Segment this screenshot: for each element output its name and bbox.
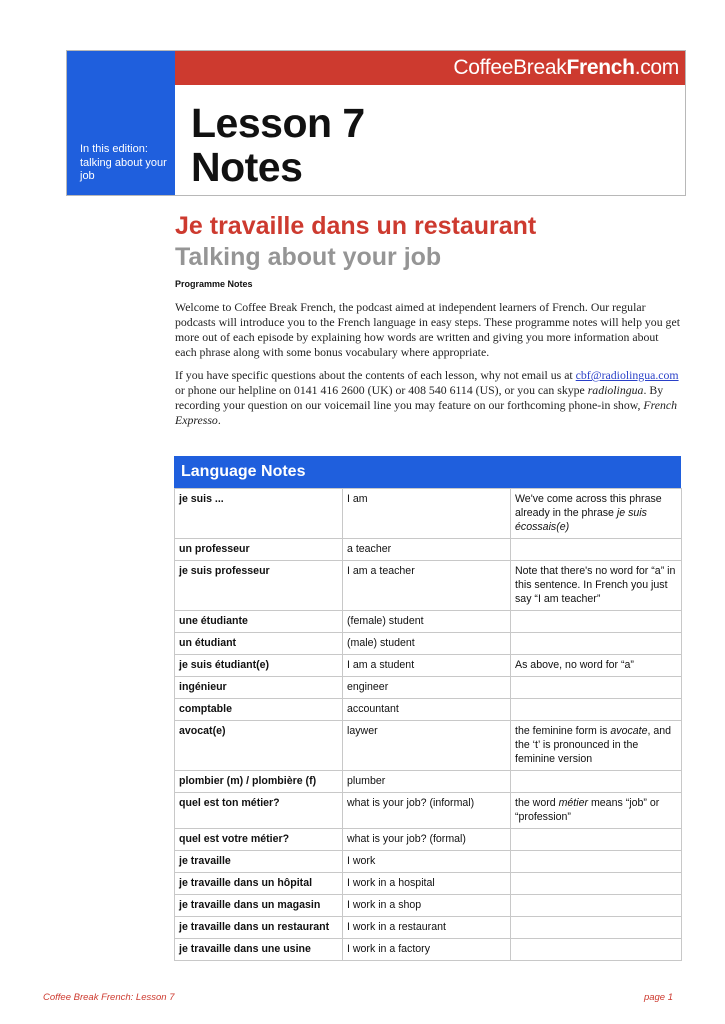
footer-page-number: page 1 — [643, 992, 673, 1003]
table-row — [175, 539, 682, 561]
note-text: We've come across this phrase already in the phrase — [515, 493, 662, 519]
french-phrase: je travaille dans un hôpital — [175, 873, 343, 895]
english-translation: engineer — [343, 677, 511, 699]
english-translation: I am a teacher — [343, 561, 511, 611]
usage-note — [511, 561, 682, 611]
english-translation: I work — [343, 851, 511, 873]
brand-bar — [175, 51, 685, 85]
show-name: French Expresso — [175, 398, 678, 427]
note-italic: avocate — [610, 725, 648, 737]
french-phrase: avocat(e) — [175, 721, 343, 771]
english-translation: (female) student — [343, 611, 511, 633]
note-text-end: , and the ‘t’ is pronounced in the feminine version — [515, 725, 672, 765]
usage-note — [511, 677, 682, 699]
french-phrase: un professeur — [175, 539, 343, 561]
usage-note — [511, 721, 682, 771]
english-translation: I work in a restaurant — [343, 917, 511, 939]
french-phrase: plombier (m) / plombière (f) — [175, 771, 343, 793]
note-text: the word — [515, 797, 559, 809]
brand-bold: French — [566, 56, 635, 79]
main-title: Je travaille dans un restaurant — [175, 212, 537, 240]
french-phrase: je suis professeur — [175, 561, 343, 611]
french-phrase: quel est ton métier? — [175, 793, 343, 829]
english-translation: I work in a factory — [343, 939, 511, 961]
english-translation: I am — [343, 489, 511, 539]
usage-note — [511, 873, 682, 895]
usage-note — [511, 539, 682, 561]
note-italic: je suis écossais(e) — [515, 507, 647, 533]
usage-note — [511, 699, 682, 721]
usage-note — [511, 895, 682, 917]
contact-text-1: If you have specific questions about the contents of each lesson, why not email us at — [175, 368, 576, 382]
lesson-title-line1: Lesson 7 — [191, 100, 365, 146]
contact-paragraph — [175, 368, 680, 428]
usage-note — [511, 655, 682, 677]
usage-note — [511, 829, 682, 851]
table-row — [175, 895, 682, 917]
english-translation: laywer — [343, 721, 511, 771]
french-phrase: je travaille dans un magasin — [175, 895, 343, 917]
english-translation: I am a student — [343, 655, 511, 677]
note-italic: métier — [558, 797, 589, 809]
intro-paragraph: Welcome to Coffee Break French, the podcast aimed at independent learners of French. Our regular podcasts will introduce you to the French language in easy steps. These programme notes will help you get more out of each episode by explaining how words are written and giving you more information about each phrase along with some bonus vocabulary where appropriate. — [175, 300, 680, 359]
table-row — [175, 489, 682, 539]
french-phrase: je travaille dans un restaurant — [175, 917, 343, 939]
table-row — [175, 561, 682, 611]
footer-title: Coffee Break French: Lesson 7 — [43, 992, 175, 1003]
edition-text: In this edition: talking about your job — [80, 143, 167, 182]
french-phrase: je suis ... — [175, 489, 343, 539]
table-row — [175, 793, 682, 829]
vocabulary-table — [174, 488, 682, 961]
language-notes-heading: Language Notes — [174, 456, 681, 488]
english-translation: I work in a shop — [343, 895, 511, 917]
lesson-title — [191, 101, 365, 189]
french-phrase: ingénieur — [175, 677, 343, 699]
note-text: the feminine form is — [515, 725, 611, 737]
english-translation: a teacher — [343, 539, 511, 561]
table-row — [175, 721, 682, 771]
brand-logo — [453, 56, 679, 80]
edition-panel — [67, 51, 175, 195]
table-row — [175, 677, 682, 699]
email-link[interactable]: cbf@radiolingua.com — [575, 368, 679, 382]
french-phrase: je travaille — [175, 851, 343, 873]
brand-suffix: .com — [634, 56, 679, 79]
english-translation: plumber — [343, 771, 511, 793]
french-phrase: quel est votre métier? — [175, 829, 343, 851]
table-row — [175, 699, 682, 721]
french-phrase: une étudiante — [175, 611, 343, 633]
french-phrase: je travaille dans une usine — [175, 939, 343, 961]
usage-note — [511, 489, 682, 539]
table-row — [175, 633, 682, 655]
usage-note — [511, 633, 682, 655]
english-translation: what is your job? (formal) — [343, 829, 511, 851]
note-text-end: means “job” or “profession” — [515, 797, 660, 823]
usage-note — [511, 611, 682, 633]
table-row — [175, 611, 682, 633]
vocabulary-rows — [175, 489, 682, 961]
french-phrase: comptable — [175, 699, 343, 721]
note-text: Note that there's no word for “a” in this sentence. In French you just say “I am teacher” — [515, 565, 676, 605]
table-row — [175, 829, 682, 851]
contact-text-2: or phone our helpline on 0141 416 2600 (UK) or 408 540 6114 (US), or you can skype — [175, 383, 588, 397]
table-row — [175, 939, 682, 961]
usage-note — [511, 793, 682, 829]
table-row — [175, 655, 682, 677]
contact-text-3: . By recording your question on our voicemail line you may feature on our forthcoming phone-in show, — [175, 383, 664, 412]
usage-note — [511, 939, 682, 961]
header-box — [66, 50, 686, 196]
skype-name: radiolingua — [587, 383, 644, 397]
brand-prefix: CoffeeBreak — [453, 56, 567, 79]
note-text: As above, no word for “a” — [515, 659, 634, 671]
french-phrase: je suis étudiant(e) — [175, 655, 343, 677]
usage-note — [511, 917, 682, 939]
french-phrase: un étudiant — [175, 633, 343, 655]
section-label: Programme Notes — [175, 279, 253, 289]
lesson-title-line2: Notes — [191, 144, 303, 190]
usage-note — [511, 771, 682, 793]
language-notes-table — [174, 456, 681, 961]
english-translation: (male) student — [343, 633, 511, 655]
english-translation: accountant — [343, 699, 511, 721]
sub-title: Talking about your job — [175, 243, 442, 271]
usage-note — [511, 851, 682, 873]
english-translation: I work in a hospital — [343, 873, 511, 895]
table-row — [175, 917, 682, 939]
contact-text-end: . — [217, 413, 221, 427]
table-row — [175, 771, 682, 793]
table-row — [175, 851, 682, 873]
table-row — [175, 873, 682, 895]
english-translation: what is your job? (informal) — [343, 793, 511, 829]
